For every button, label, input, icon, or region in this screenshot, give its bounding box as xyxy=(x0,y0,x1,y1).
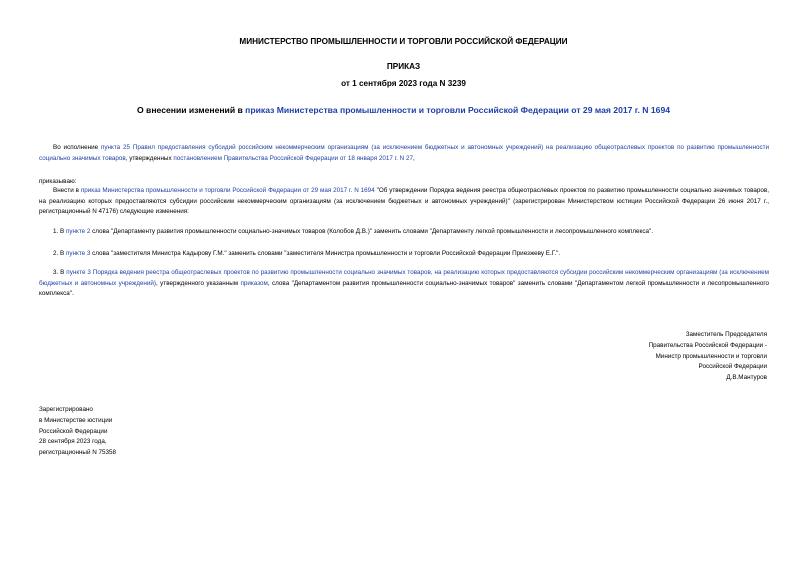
item-1-paragraph xyxy=(39,227,769,238)
item-3-order-link[interactable]: приказом xyxy=(240,279,268,287)
registration-block xyxy=(39,405,116,459)
preamble-text-1: Во исполнение xyxy=(53,144,101,151)
preamble-text-2: , утвержденных xyxy=(125,154,174,162)
item-1-point-2-link[interactable]: пункте 2 xyxy=(65,228,91,235)
signature-block xyxy=(649,330,767,384)
ministry-heading: МИНИСТЕРСТВО ПРОМЫШЛЕННОСТИ И ТОРГОВЛИ РОССИЙСКОЙ ФЕДЕРАЦИИ xyxy=(239,37,568,46)
intro-text-2: "Об утверждении Порядка ведения реестра общеотраслевых проектов по развитию промышленности социально значимых товаров, на реализацию которых предоставляются субсидии российским некоммерческим организациям (за исключением бюджетных и автономных учреждений)" (зарегистрирован Министерством юстиции Российской Федерации 26 июня 2017 г., регистрационный N 47176) следующие изменения: xyxy=(39,187,769,216)
order-word: приказываю: xyxy=(39,178,77,185)
subject-order-link[interactable]: приказ Министерства промышленности и торговли Российской Федерации от 29 мая 2017 г. N 1694 xyxy=(245,105,671,115)
registration-date: 28 сентября 2023 года, xyxy=(39,438,107,446)
preamble-text-3: , xyxy=(412,154,415,162)
item-2-point-3-link[interactable]: пункте 3 xyxy=(65,250,91,257)
intro-paragraph xyxy=(39,186,769,218)
intro-text-1: Внести в xyxy=(53,187,81,194)
government-resolution-link[interactable]: постановлением Правительства Российской Федерации от 18 января 2017 г. N 27 xyxy=(173,154,413,162)
item-3-text-2: , утвержденного указанным xyxy=(156,279,241,287)
signer-name: Д.В.Мантуров xyxy=(726,374,767,382)
order-1694-link[interactable]: приказ Министерства промышленности и торговли Российской Федерации от 29 мая 2017 г. N 1694 xyxy=(80,187,375,194)
signature-line-3: Министр промышленности и торговли xyxy=(655,352,767,360)
item-2-text-2: слова "заместителя Министра Кадырову Г.М." заменить словами "заместителя Министра промышленности и торговли Российской Федерации Приезжеву Е.Г.". xyxy=(90,250,561,257)
item-3-paragraph xyxy=(39,268,769,300)
item-2-text-1: 2. В xyxy=(53,250,66,257)
date-number-heading: от 1 сентября 2023 года N 3239 xyxy=(341,79,466,88)
item-3-text-1: 3. В xyxy=(53,269,67,276)
doc-type-heading: ПРИКАЗ xyxy=(386,62,421,71)
signature-line-4: Российской Федерации xyxy=(698,363,767,371)
registration-line-1: Зарегистрировано xyxy=(39,406,93,413)
registration-line-2: в Министерстве юстиции xyxy=(39,416,113,424)
signature-line-1: Заместитель Председателя xyxy=(685,331,767,338)
item-3-text-3: , слова "Департаментом развития промышленности социально-значимых товаров" заменить словами "Департаментом легкой промышленности и лесопромышленного комплекса". xyxy=(39,279,769,298)
item-3-procedure-link[interactable]: пункте 3 Порядка ведения реестра общеотраслевых проектов по развитию промышленности социально значимых товаров, на реализацию которых предоставляются субсидии российским некоммерческим организациям (за исключением бюджетных и автономных учреждений) xyxy=(39,269,770,287)
item-2-paragraph xyxy=(39,249,769,260)
preamble-paragraph xyxy=(39,143,769,164)
subject-prefix: О внесении изменений в xyxy=(136,105,246,115)
signature-line-2: Правительства Российской Федерации - xyxy=(648,341,767,349)
item-1-text-2: слова "Департаменту развития промышленности социально-значимых товаров (Колобов Д.В.)" заменить словами "Департаменту легкой промышленности и лесопромышленного комплекса". xyxy=(90,228,653,235)
registration-line-3: Российской Федерации xyxy=(39,427,108,435)
rules-point-25-link[interactable]: пункта 25 Правил предоставления субсидий российским некоммерческим организациям (за исключением бюджетных и автономных учреждений) на реализацию общеотраслевых проектов по развитию промышленности социально значимых товаров xyxy=(39,144,769,162)
item-1-text-1: 1. В xyxy=(53,228,66,235)
registration-number: регистрационный N 75358 xyxy=(39,449,117,457)
subject-heading xyxy=(0,105,807,115)
